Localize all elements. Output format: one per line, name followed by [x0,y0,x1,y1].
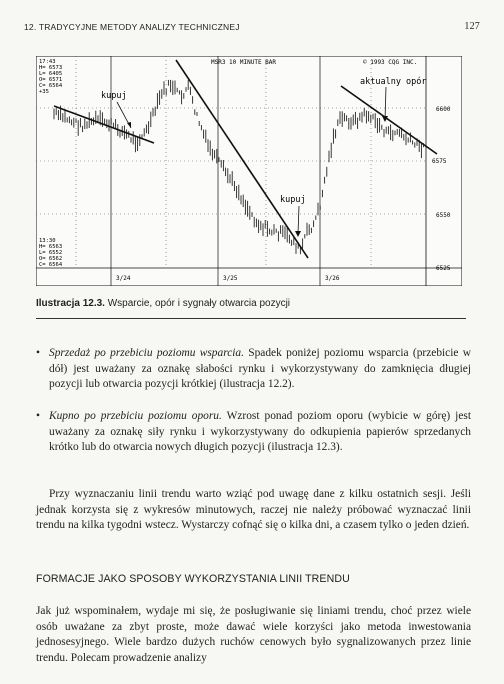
info-line: O= 6571 [39,77,63,83]
bullet-item [36,346,471,393]
price-label: 6575 [432,158,447,165]
info-line: C= 6564 [39,262,63,268]
price-chart [36,56,462,286]
caption-rule [36,318,466,319]
figure-caption [36,298,290,309]
bullet-text [49,346,471,393]
page-header [24,22,480,36]
price-label: 6525 [436,265,451,272]
bullet-lead: Sprzedaż po przebiciu poziomu wsparcia. [49,347,244,359]
bullet-text [49,409,471,456]
info-line: 17:43 [39,59,56,65]
bullet-item [36,409,471,456]
annotation-buy-2: kupuj [280,195,306,205]
chapter-title: 12. TRADYCYJNE METODY ANALIZY TECHNICZNEJ [24,22,240,32]
page-number: 127 [464,21,480,32]
annotation-buy-1: kupuj [101,91,127,101]
info-line: O= 6562 [39,256,63,262]
section-title: FORMACJE JAKO SPOSOBY WYKORZYSTANIA LINII TRENDU [36,573,350,585]
info-line: H= 6563 [39,244,63,250]
info-line: 13:30 [39,238,56,244]
info-line: H= 6573 [39,65,63,71]
date-label: 3/25 [223,275,238,282]
annotation-resistance: aktualny opór [360,77,427,87]
date-label: 3/24 [116,275,131,282]
chart-svg [36,56,462,286]
body-paragraph: Przy wyznaczaniu linii trendu warto wziąć pod uwagę dane z kilku ostatnich sesji. Jeśli jednak korzysta się z wykresów minutowych, raczej nie należy próbować wyznaczać linii trendu na kilka tygodni wstecz. Wystarczy cofnąć się o kilka dni, a czasem tylko o jeden dzień. [36,488,471,532]
info-line: C= 6564 [39,83,63,89]
info-line: L= 6405 [39,71,63,77]
price-label: 6550 [436,212,451,219]
body-paragraph-2: Jak już wspominałem, wydaje mi się, że posługiwanie się liniami trendu, choć przez wiele osób uważane za zbyt proste, może dawać wiele korzyści jako metoda inwestowania jednosesyjnego. Wiele bardzo dużych ruchów cenowych było sygnalizowanych przez linie trendu. Polecam prowadzenie analizy [36,605,471,664]
bullet-dot: • [36,410,40,422]
bullet-dot: • [36,347,40,359]
bullet-lead: Kupno po przebiciu poziomu oporu. [49,410,222,422]
chart-frame [36,56,462,286]
info-line: +35 [39,89,49,95]
caption-label: Ilustracja 12.3. [36,298,105,309]
info-line: L= 6552 [39,250,63,256]
bullet-rest: Spadek poniżej poziomu wsparcia (przebicie w dół) jest uważany za oznakę słabości rynku i wykorzystywany do zamknięcia długiej pozycji lub otwarcia pozycji krótkiej (ilustracja 12.2). [49,347,471,391]
chart-title: MSR3 10 MINUTE BAR [211,59,277,66]
price-label: 6600 [436,106,451,113]
bullet-rest: Wzrost ponad poziom oporu (wybicie w górę) jest uważany za oznakę siły rynku i wykorzystywany do odkupienia papierów sprzedanych krótko lub do otwarcia nowych długich pozycji (ilustracja 12.3). [49,410,471,454]
date-label: 3/26 [325,275,340,282]
chart-copyright: © 1993 CQG INC. [363,59,418,66]
caption-text: Wsparcie, opór i sygnały otwarcia pozycji [107,298,291,309]
